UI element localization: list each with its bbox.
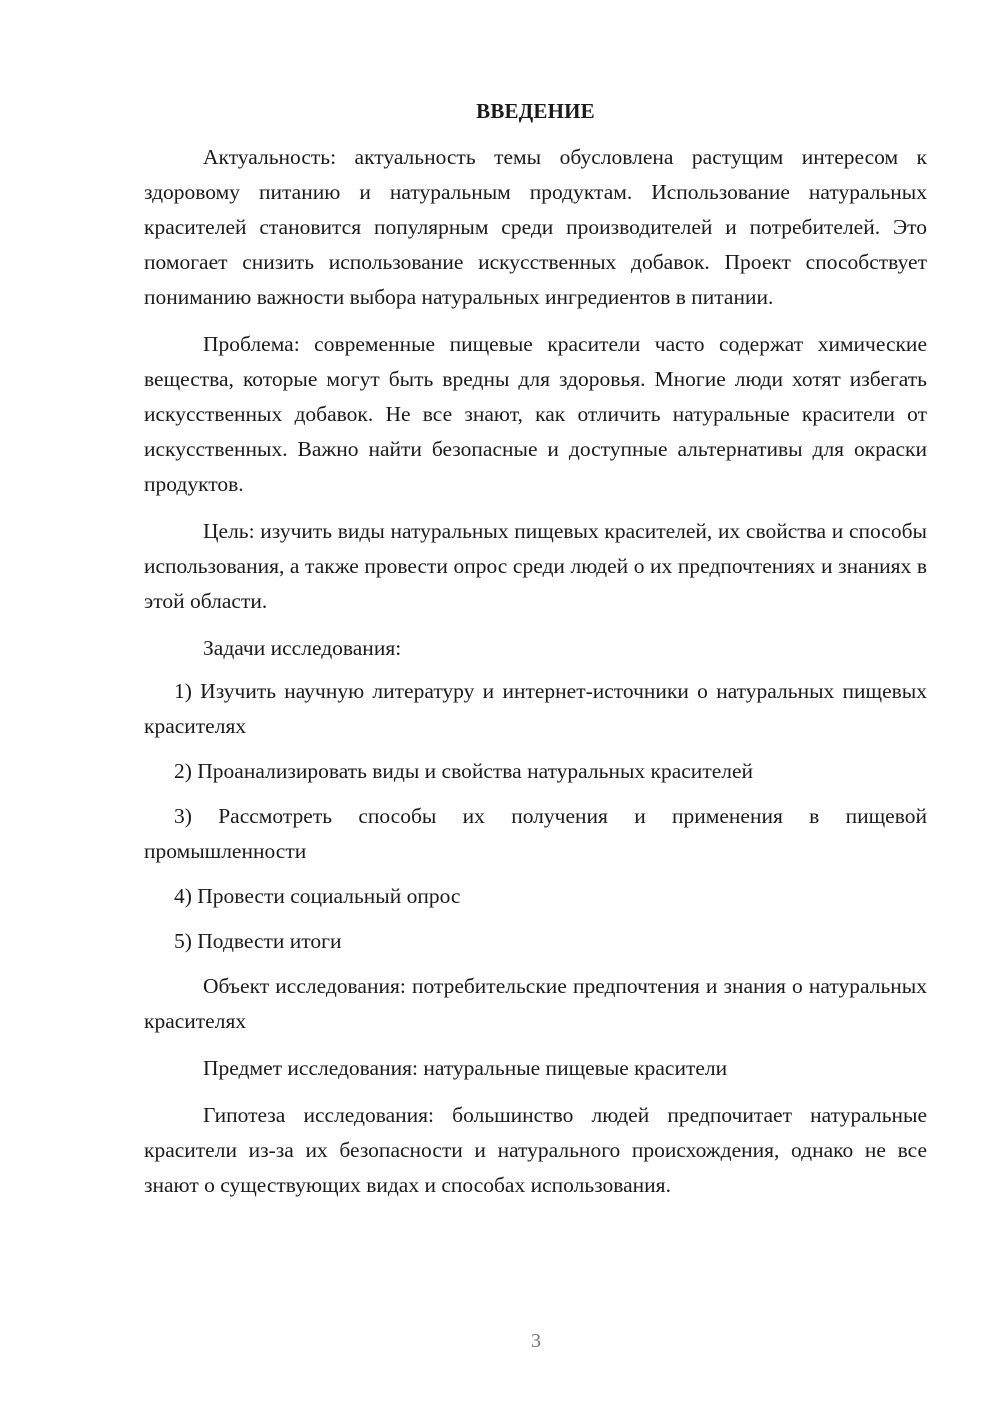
subject-paragraph: Предмет исследования: натуральные пищевые красители bbox=[203, 1056, 728, 1080]
task-item: 2) Проанализировать виды и свойства натуральных красителей bbox=[174, 759, 754, 783]
tasks-heading: Задачи исследования: bbox=[203, 636, 402, 660]
page-content bbox=[144, 96, 927, 1215]
task-item: 1) Изучить научную литературу и интернет-источники о натуральных пищевых красителях bbox=[144, 679, 927, 738]
hypothesis-paragraph: Гипотеза исследования: большинство людей предпочитает натуральные красители из-за их безопасности и натурального происхождения, однако не все знают о существующих видах и способах использования. bbox=[144, 1103, 927, 1197]
object-paragraph: Объект исследования: потребительские предпочтения и знания о натуральных красителях bbox=[144, 974, 927, 1033]
relevance-paragraph: Актуальность: актуальность темы обусловлена растущим интересом к здоровому питанию и натуральным продуктам. Использование натуральных красителей становится популярным среди производителей и потребителей. Это помогает снизить использование искусственных добавок. Проект способствует пониманию важности выбора натуральных ингредиентов в питании. bbox=[144, 145, 927, 309]
task-item: 5) Подвести итоги bbox=[174, 929, 342, 953]
task-item: 3) Рассмотреть способы их получения и применения в пищевой промышленности bbox=[144, 804, 927, 863]
task-item: 4) Провести социальный опрос bbox=[174, 884, 461, 908]
goal-paragraph: Цель: изучить виды натуральных пищевых красителей, их свойства и способы использования, а также провести опрос среди людей о их предпочтениях и знаниях в этой области. bbox=[144, 519, 927, 613]
problem-paragraph: Проблема: современные пищевые красители часто содержат химические вещества, которые могут быть вредны для здоровья. Многие люди хотят избегать искусственных добавок. Не все знают, как отличить натуральные красители от искусственных. Важно найти безопасные и доступные альтернативы для окраски продуктов. bbox=[144, 332, 927, 496]
page-number: 3 bbox=[531, 1330, 541, 1352]
section-title: ВВЕДЕНИЕ bbox=[476, 99, 595, 123]
